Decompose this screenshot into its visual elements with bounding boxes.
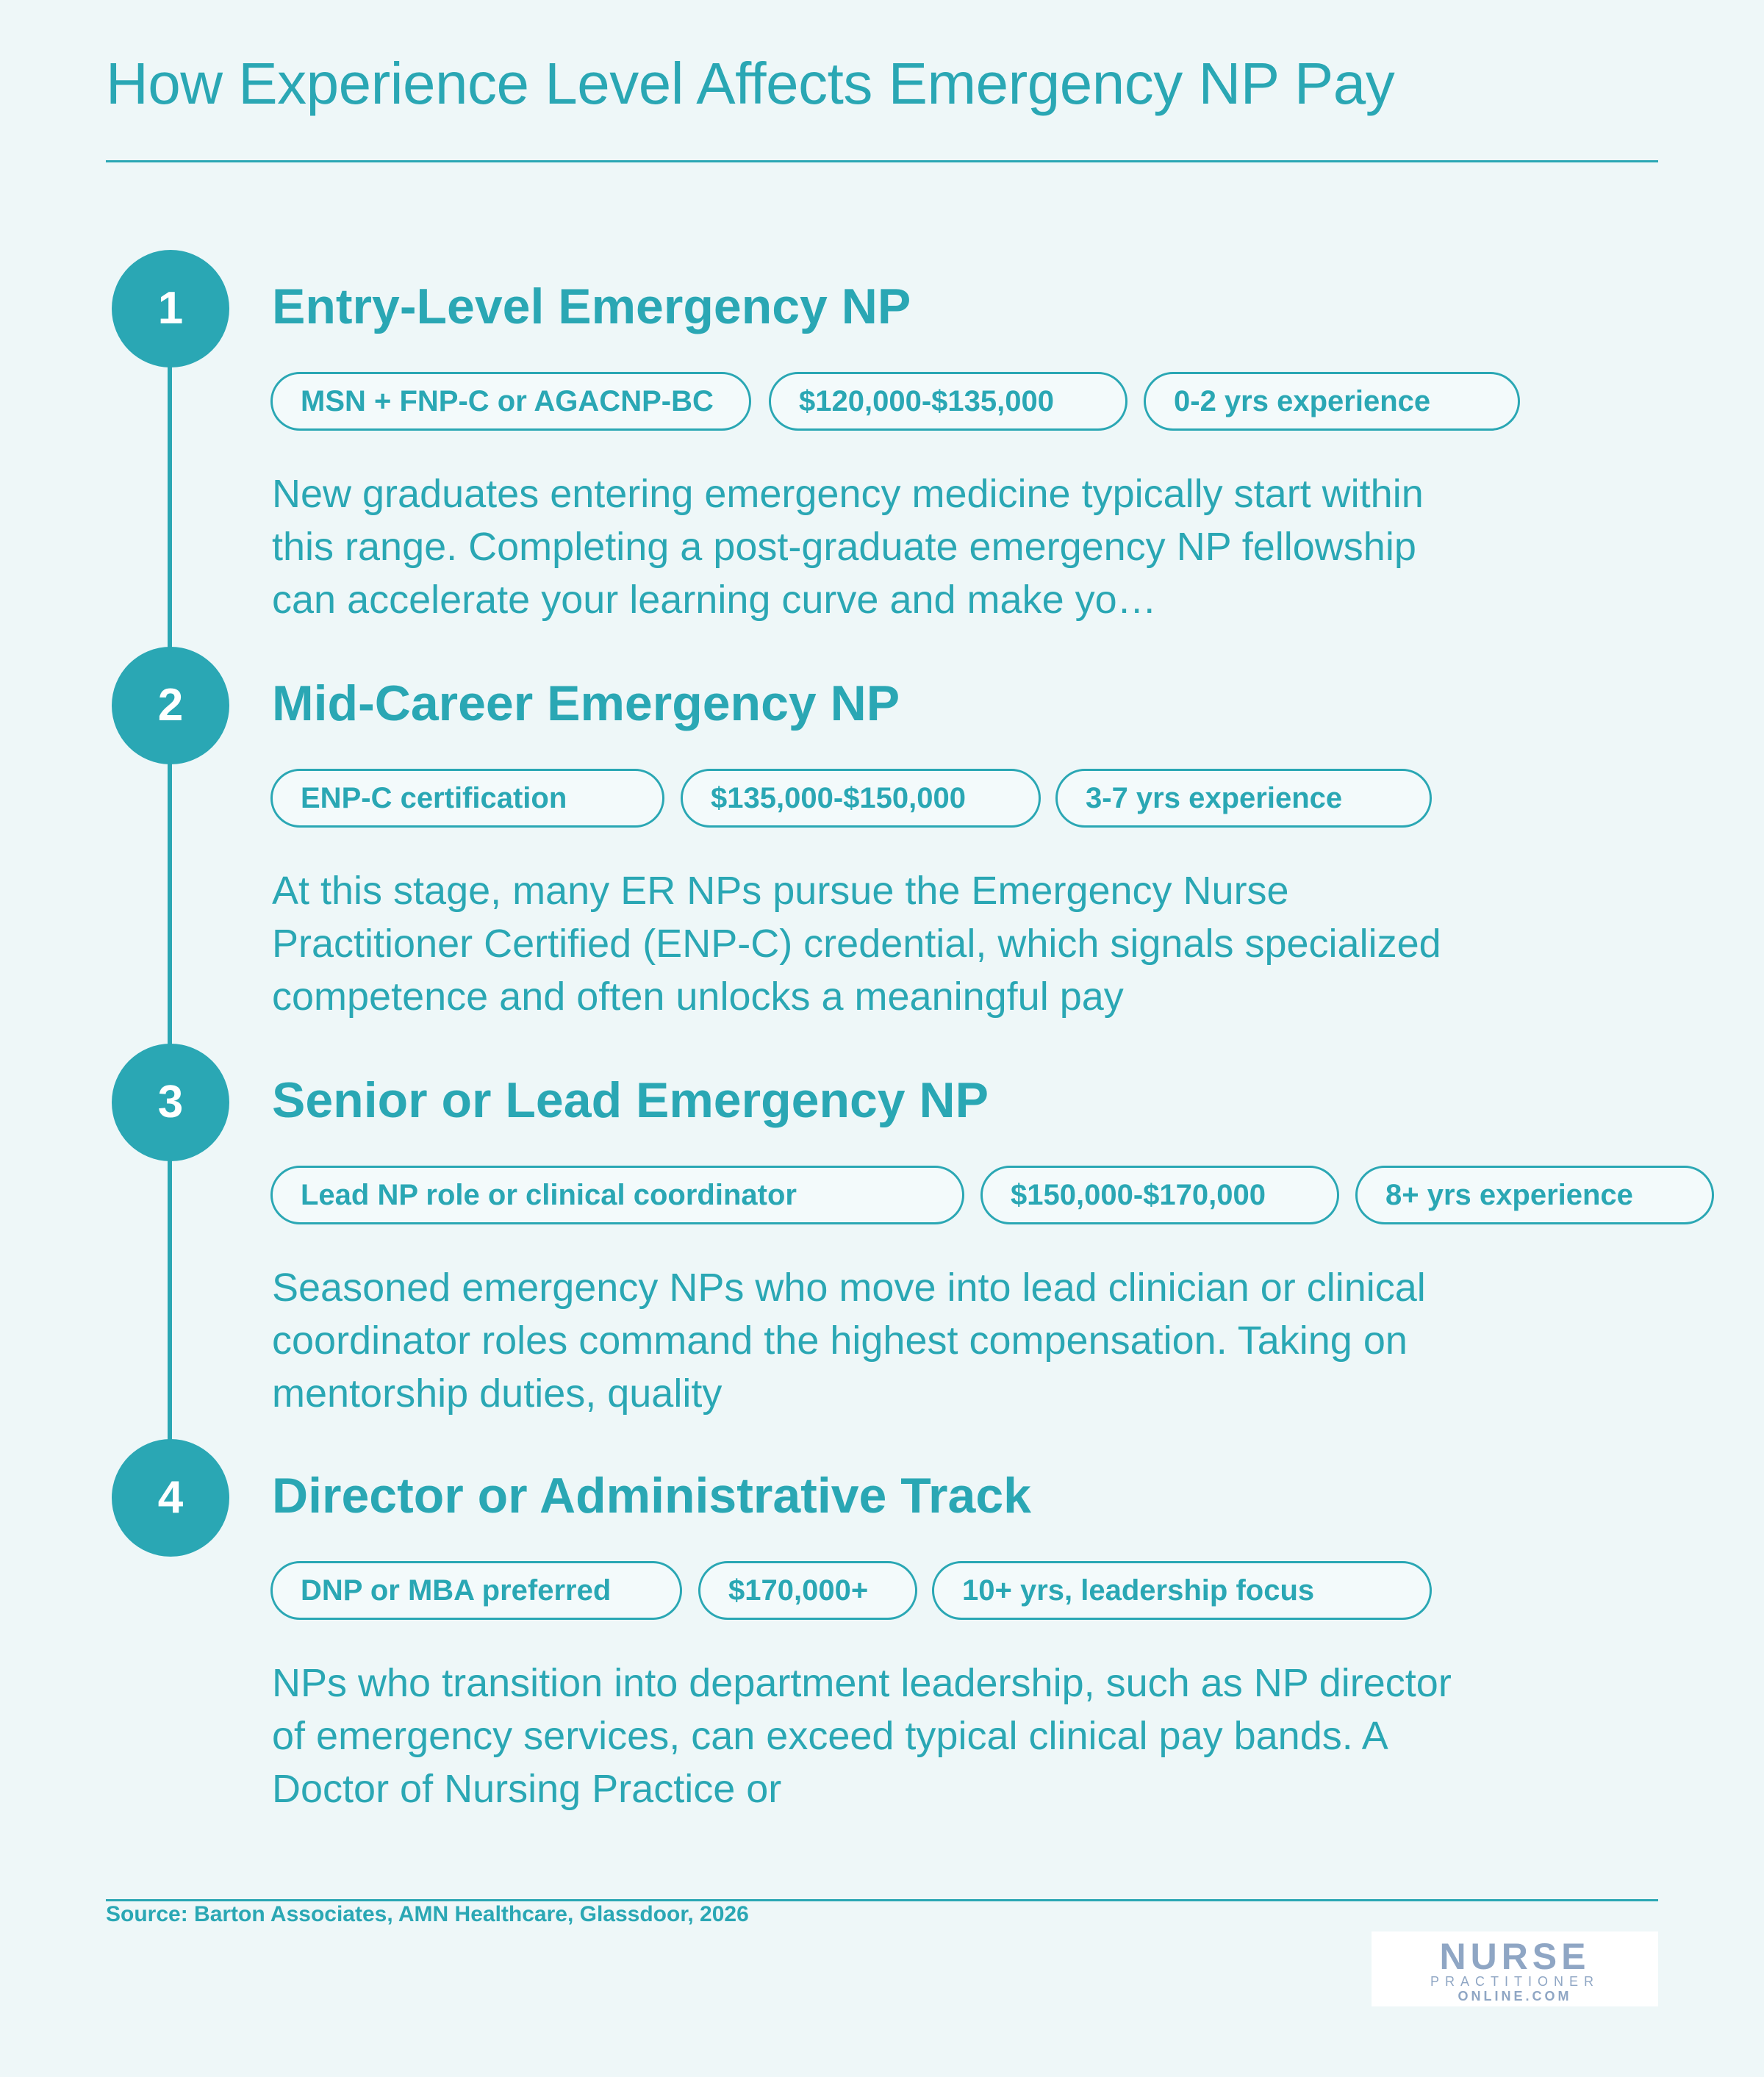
- logo-line-3: ONLINE.COM: [1458, 1989, 1572, 2004]
- page-title: How Experience Level Affects Emergency NP Pay: [106, 51, 1395, 116]
- step-heading: Mid-Career Emergency NP: [272, 675, 900, 731]
- experience-pill: 8+ yrs experience: [1355, 1166, 1714, 1224]
- logo-line-2: PRACTITIONER: [1430, 1974, 1599, 1989]
- salary-pill: $150,000-$170,000: [980, 1166, 1339, 1224]
- step-number-badge: 2: [112, 647, 229, 764]
- step-description: At this stage, many ER NPs pursue the Emergency Nurse Practitioner Certified (ENP-C) credential, which signals specialized competence and often unlocks a meaningful pay: [272, 869, 1441, 1019]
- step-number-badge: 1: [112, 250, 229, 367]
- salary-pill: $135,000-$150,000: [681, 769, 1041, 828]
- step-number-badge: 4: [112, 1439, 229, 1557]
- experience-pill: 0-2 yrs experience: [1144, 372, 1520, 431]
- step-heading: Senior or Lead Emergency NP: [272, 1072, 989, 1128]
- salary-pill: $170,000+: [698, 1561, 917, 1620]
- experience-pill: 10+ yrs, leadership focus: [932, 1561, 1432, 1620]
- experience-pill: 3-7 yrs experience: [1055, 769, 1432, 828]
- step-description: NPs who transition into department leadership, such as NP director of emergency services, can exceed typical clinical pay bands. A Doctor of Nursing Practice or: [272, 1661, 1452, 1811]
- bottom-divider: [106, 1899, 1658, 1901]
- step-number-badge: 3: [112, 1044, 229, 1161]
- step-description: Seasoned emergency NPs who move into lead clinician or clinical coordinator roles command the highest compensation. Taking on mentorship duties, quality: [272, 1266, 1426, 1416]
- top-divider: [106, 160, 1658, 162]
- credential-pill: ENP-C certification: [270, 769, 664, 828]
- credential-pill: Lead NP role or clinical coordinator: [270, 1166, 964, 1224]
- logo-line-1: NURSE: [1439, 1936, 1591, 1977]
- credential-pill: DNP or MBA preferred: [270, 1561, 682, 1620]
- credential-pill: MSN + FNP-C or AGACNP-BC: [270, 372, 751, 431]
- source-note: Source: Barton Associates, AMN Healthcare, Glassdoor, 2026: [106, 1902, 749, 1926]
- step-description: New graduates entering emergency medicine typically start within this range. Completing a post-graduate emergency NP fellowship can accelerate your learning curve and make yo…: [272, 472, 1424, 622]
- step-heading: Director or Administrative Track: [272, 1468, 1031, 1524]
- nurse-practitioner-online-logo: [1372, 1931, 1658, 2006]
- salary-pill: $120,000-$135,000: [769, 372, 1127, 431]
- step-heading: Entry-Level Emergency NP: [272, 279, 911, 334]
- timeline-line: [168, 309, 172, 1499]
